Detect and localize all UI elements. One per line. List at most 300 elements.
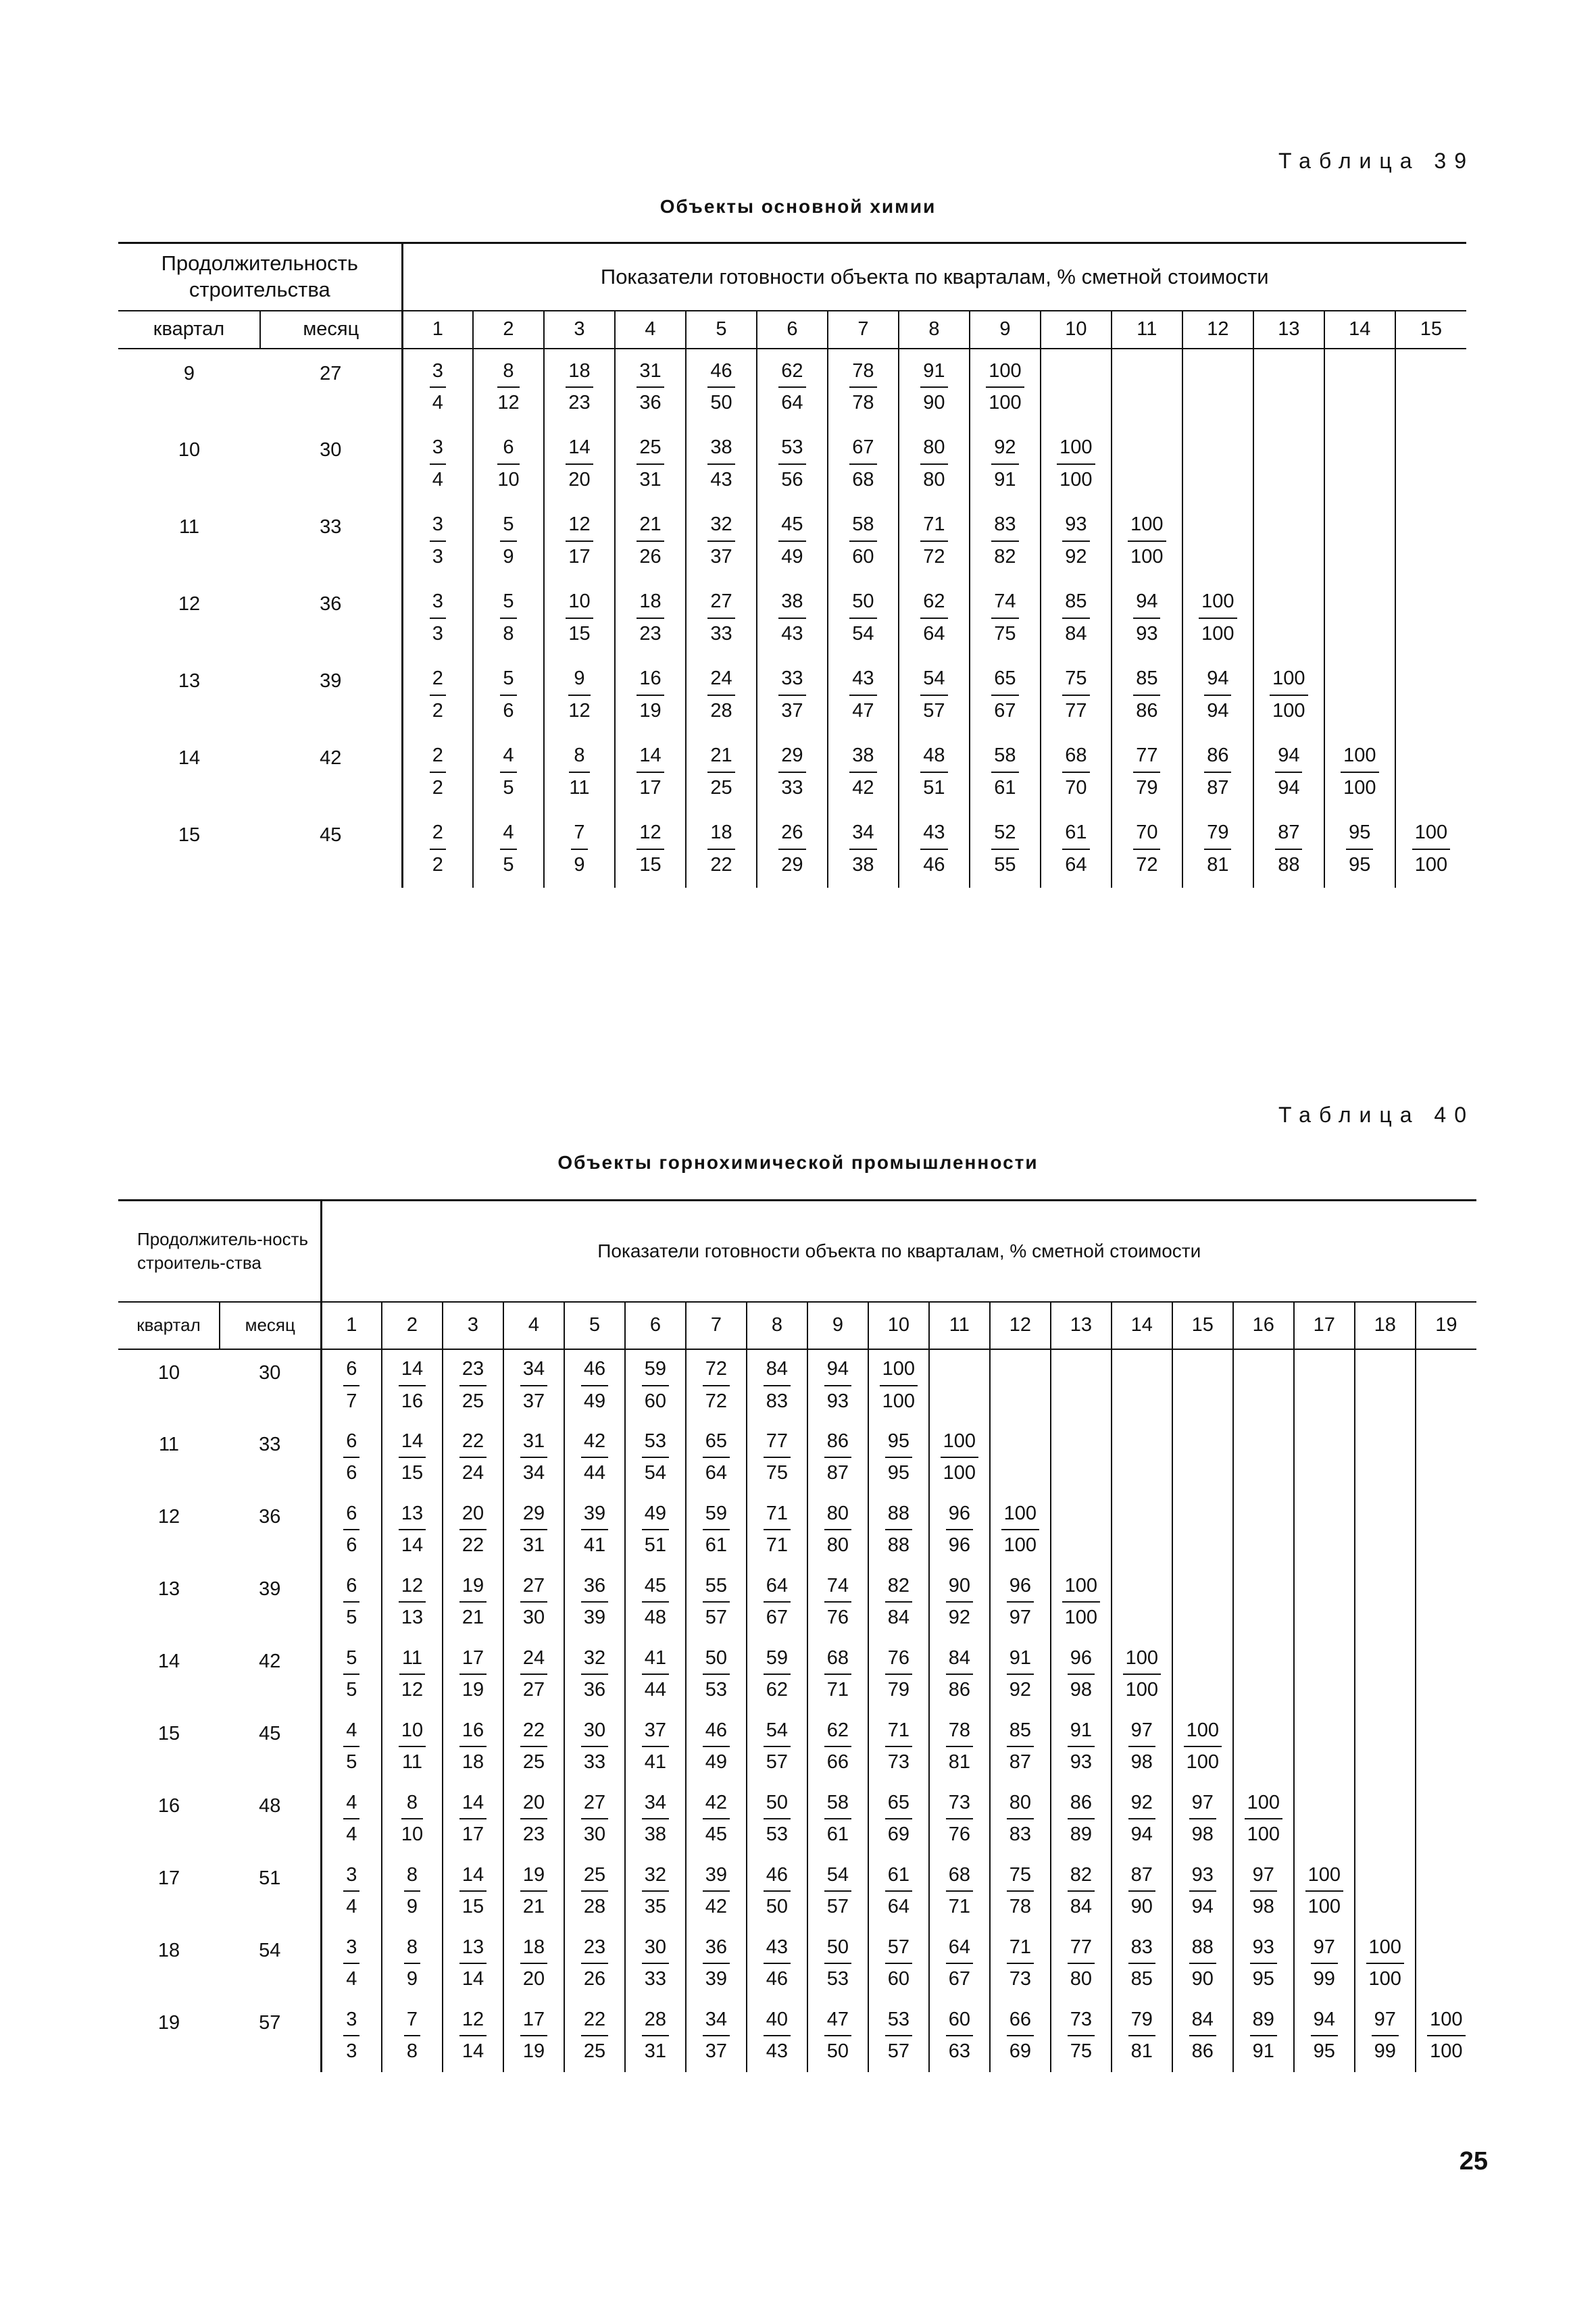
denominator: 49 bbox=[781, 545, 803, 568]
numerator: 86 bbox=[1068, 1792, 1095, 1819]
quarter-number-header: 9 bbox=[807, 1302, 868, 1349]
fraction bbox=[343, 1864, 359, 1919]
empty-cell bbox=[1172, 1494, 1233, 1566]
numerator: 94 bbox=[1204, 668, 1231, 695]
numerator: 12 bbox=[399, 1575, 426, 1603]
fraction bbox=[569, 745, 589, 799]
fraction bbox=[404, 2009, 420, 2063]
numerator: 95 bbox=[1346, 822, 1373, 849]
fraction bbox=[703, 1864, 730, 1919]
fraction bbox=[642, 1430, 669, 1485]
value-cell bbox=[382, 1855, 443, 1928]
value-cell bbox=[929, 1422, 990, 1494]
value-cell bbox=[970, 811, 1041, 888]
value-cell bbox=[1324, 734, 1395, 811]
value-cell bbox=[1112, 734, 1182, 811]
denominator: 87 bbox=[1207, 776, 1229, 799]
fraction bbox=[764, 1936, 791, 1991]
empty-cell bbox=[1182, 426, 1253, 503]
denominator: 86 bbox=[1191, 2040, 1214, 2062]
fraction bbox=[430, 590, 446, 645]
value-cell bbox=[443, 1855, 503, 1928]
numerator: 16 bbox=[637, 668, 664, 695]
value-cell bbox=[1416, 2000, 1476, 2072]
quarter-cell: 11 bbox=[178, 515, 200, 538]
fraction bbox=[1189, 1792, 1216, 1846]
fraction bbox=[941, 1430, 978, 1485]
denominator: 41 bbox=[583, 1534, 606, 1556]
empty-cell bbox=[1416, 1711, 1476, 1783]
denominator: 4 bbox=[432, 468, 443, 491]
value-cell bbox=[807, 1349, 868, 1422]
empty-cell bbox=[1233, 1422, 1294, 1494]
value-cell bbox=[990, 1711, 1051, 1783]
denominator: 17 bbox=[462, 1823, 484, 1845]
numerator: 75 bbox=[1007, 1864, 1034, 1892]
numerator: 77 bbox=[1133, 745, 1160, 772]
denominator: 43 bbox=[766, 2040, 789, 2062]
value-cell bbox=[503, 1566, 564, 1638]
empty-cell bbox=[1112, 1494, 1172, 1566]
fraction bbox=[1068, 1792, 1095, 1846]
value-cell bbox=[544, 349, 615, 426]
value-cell bbox=[1041, 811, 1112, 888]
table-row bbox=[118, 1855, 1476, 1928]
numerator: 8 bbox=[404, 1936, 420, 1964]
fraction bbox=[885, 2009, 912, 2063]
table-row bbox=[118, 1711, 1476, 1783]
fraction bbox=[343, 1430, 359, 1485]
fraction bbox=[343, 1575, 359, 1630]
denominator: 54 bbox=[644, 1462, 667, 1484]
numerator: 71 bbox=[885, 1719, 912, 1747]
value-cell bbox=[443, 1566, 503, 1638]
denominator: 20 bbox=[522, 1968, 545, 1990]
fraction bbox=[946, 1864, 973, 1919]
denominator: 43 bbox=[781, 622, 803, 645]
fraction bbox=[1128, 1792, 1155, 1846]
value-cell bbox=[382, 1928, 443, 2000]
table-row bbox=[118, 1349, 1476, 1422]
fraction bbox=[642, 1358, 669, 1413]
numerator: 28 bbox=[642, 2009, 669, 2036]
denominator: 15 bbox=[639, 853, 662, 876]
fraction bbox=[642, 1936, 669, 1991]
value-cell bbox=[625, 1494, 686, 1566]
denominator: 11 bbox=[401, 1751, 423, 1773]
value-cell bbox=[686, 426, 757, 503]
value-cell bbox=[1112, 1783, 1172, 1855]
empty-cell bbox=[1182, 349, 1253, 426]
value-cell bbox=[615, 426, 686, 503]
denominator: 81 bbox=[1130, 2040, 1153, 2062]
numerator: 3 bbox=[343, 1936, 359, 1964]
numerator: 46 bbox=[707, 360, 734, 388]
fraction bbox=[343, 1719, 359, 1774]
value-cell bbox=[757, 503, 828, 580]
numerator: 94 bbox=[1311, 2009, 1338, 2036]
fraction bbox=[343, 1503, 359, 1557]
fraction bbox=[520, 2009, 547, 2063]
numerator: 71 bbox=[920, 513, 947, 541]
fraction bbox=[885, 1719, 912, 1774]
value-cell bbox=[747, 1711, 807, 1783]
numerator: 36 bbox=[581, 1575, 608, 1603]
numerator: 91 bbox=[920, 360, 947, 388]
numerator: 21 bbox=[707, 745, 734, 772]
denominator: 73 bbox=[887, 1751, 909, 1773]
fraction bbox=[707, 668, 734, 722]
numerator: 6 bbox=[343, 1430, 359, 1458]
denominator: 47 bbox=[852, 699, 874, 722]
numerator: 13 bbox=[459, 1936, 487, 1964]
table-row bbox=[118, 1928, 1476, 2000]
value-cell bbox=[899, 580, 970, 657]
denominator: 99 bbox=[1374, 2040, 1396, 2062]
numerator: 64 bbox=[946, 1936, 973, 1964]
denominator: 79 bbox=[887, 1679, 909, 1701]
numerator: 14 bbox=[566, 436, 593, 464]
value-cell bbox=[382, 1566, 443, 1638]
fraction bbox=[920, 513, 947, 568]
fraction bbox=[1068, 1864, 1095, 1919]
numerator: 80 bbox=[824, 1503, 851, 1530]
fraction bbox=[430, 513, 446, 568]
numerator: 38 bbox=[778, 590, 805, 618]
fraction bbox=[1128, 1864, 1155, 1919]
value-cell bbox=[402, 657, 473, 734]
fraction bbox=[1199, 590, 1237, 645]
value-cell bbox=[1355, 1928, 1416, 2000]
numerator: 50 bbox=[703, 1647, 730, 1675]
value-cell bbox=[382, 2000, 443, 2072]
quarter-number-header: 3 bbox=[544, 311, 615, 349]
numerator: 59 bbox=[764, 1647, 791, 1675]
value-cell bbox=[473, 426, 544, 503]
value-cell bbox=[686, 1349, 747, 1422]
denominator: 49 bbox=[583, 1390, 606, 1412]
numerator: 53 bbox=[885, 2009, 912, 2036]
indicator-header: Показатели готовности объекта по кварталам, % сметной стоимости bbox=[402, 243, 1466, 311]
indicator-header: Показатели готовности объекта по кварталам, % сметной стоимости bbox=[321, 1201, 1476, 1302]
fraction bbox=[399, 1503, 426, 1557]
numerator: 84 bbox=[1189, 2009, 1216, 2036]
fraction bbox=[637, 513, 664, 568]
denominator: 4 bbox=[346, 1823, 357, 1845]
numerator: 86 bbox=[824, 1430, 851, 1458]
value-cell bbox=[321, 1422, 382, 1494]
numerator: 100 bbox=[1001, 1503, 1039, 1530]
denominator: 68 bbox=[852, 468, 874, 491]
numerator: 73 bbox=[946, 1792, 973, 1819]
table-row bbox=[118, 426, 1466, 503]
numerator: 80 bbox=[1007, 1792, 1034, 1819]
value-cell bbox=[1112, 580, 1182, 657]
fraction bbox=[703, 1575, 730, 1630]
fraction bbox=[920, 360, 947, 415]
denominator: 57 bbox=[826, 1896, 849, 1917]
denominator: 37 bbox=[781, 699, 803, 722]
numerator: 67 bbox=[849, 436, 876, 464]
denominator: 90 bbox=[1130, 1896, 1153, 1917]
denominator: 33 bbox=[583, 1751, 606, 1773]
denominator: 84 bbox=[1065, 622, 1087, 645]
denominator: 92 bbox=[1009, 1679, 1031, 1701]
value-cell bbox=[686, 1783, 747, 1855]
numerator: 93 bbox=[1189, 1864, 1216, 1892]
denominator: 8 bbox=[503, 622, 514, 645]
value-cell bbox=[747, 1422, 807, 1494]
value-cell bbox=[747, 1638, 807, 1711]
fraction bbox=[1128, 1719, 1155, 1774]
fraction bbox=[824, 1430, 851, 1485]
quarter-number-header: 14 bbox=[1324, 311, 1395, 349]
denominator: 48 bbox=[644, 1607, 667, 1628]
value-cell bbox=[1112, 1928, 1172, 2000]
fraction bbox=[703, 1719, 730, 1774]
empty-cell bbox=[1233, 1638, 1294, 1711]
denominator: 6 bbox=[503, 699, 514, 722]
denominator: 100 bbox=[1430, 2040, 1463, 2062]
value-cell bbox=[1253, 811, 1324, 888]
numerator: 3 bbox=[430, 436, 446, 464]
denominator: 23 bbox=[568, 392, 591, 413]
fraction bbox=[459, 1358, 487, 1413]
fraction bbox=[946, 1503, 973, 1557]
table40-label: Таблица 40 bbox=[1278, 1103, 1474, 1127]
fraction bbox=[637, 436, 664, 491]
numerator: 13 bbox=[399, 1503, 426, 1530]
fraction bbox=[1245, 1792, 1282, 1846]
value-cell bbox=[321, 1494, 382, 1566]
numerator: 8 bbox=[404, 1864, 420, 1892]
value-cell bbox=[757, 811, 828, 888]
numerator: 88 bbox=[1189, 1936, 1216, 1964]
value-cell bbox=[1051, 1783, 1112, 1855]
quarter-cell: 14 bbox=[178, 747, 201, 769]
value-cell bbox=[1112, 503, 1182, 580]
denominator: 46 bbox=[766, 1968, 789, 1990]
numerator: 5 bbox=[500, 590, 516, 618]
numerator: 10 bbox=[566, 590, 593, 618]
numerator: 94 bbox=[824, 1358, 851, 1386]
value-cell bbox=[1051, 1638, 1112, 1711]
denominator: 23 bbox=[639, 622, 662, 645]
denominator: 67 bbox=[766, 1607, 789, 1628]
denominator: 42 bbox=[705, 1896, 728, 1917]
denominator: 69 bbox=[1009, 2040, 1031, 2062]
fraction bbox=[343, 1792, 359, 1846]
value-cell bbox=[970, 580, 1041, 657]
fraction bbox=[946, 1719, 973, 1774]
fraction bbox=[520, 1430, 547, 1485]
value-cell bbox=[747, 2000, 807, 2072]
empty-cell bbox=[1355, 1855, 1416, 1928]
denominator: 57 bbox=[766, 1751, 789, 1773]
fraction bbox=[1311, 1936, 1338, 1991]
denominator: 38 bbox=[644, 1823, 667, 1845]
numerator: 4 bbox=[500, 822, 516, 849]
denominator: 86 bbox=[1136, 699, 1158, 722]
value-cell bbox=[747, 1349, 807, 1422]
value-cell bbox=[564, 1349, 625, 1422]
denominator: 24 bbox=[462, 1462, 484, 1484]
fraction bbox=[1068, 1936, 1095, 1991]
empty-cell bbox=[1233, 1494, 1294, 1566]
empty-cell bbox=[1233, 1711, 1294, 1783]
value-cell bbox=[443, 1783, 503, 1855]
table-row bbox=[118, 503, 1466, 580]
numerator: 93 bbox=[1250, 1936, 1277, 1964]
empty-cell bbox=[1355, 1783, 1416, 1855]
numerator: 79 bbox=[1128, 2009, 1155, 2036]
value-cell bbox=[899, 503, 970, 580]
value-cell bbox=[990, 1566, 1051, 1638]
month-cell: 33 bbox=[220, 1422, 321, 1494]
numerator: 84 bbox=[764, 1358, 791, 1386]
fraction bbox=[946, 1647, 973, 1702]
numerator: 52 bbox=[991, 822, 1018, 849]
quarter-number-header: 15 bbox=[1395, 311, 1466, 349]
fraction bbox=[991, 590, 1018, 645]
numerator: 34 bbox=[849, 822, 876, 849]
numerator: 100 bbox=[941, 1430, 978, 1458]
numerator: 6 bbox=[343, 1503, 359, 1530]
month-cell: 27 bbox=[260, 349, 402, 426]
numerator: 91 bbox=[1068, 1719, 1095, 1747]
fraction bbox=[399, 1358, 426, 1413]
fraction bbox=[824, 1792, 851, 1846]
value-cell bbox=[503, 1349, 564, 1422]
denominator: 57 bbox=[923, 699, 945, 722]
numerator: 14 bbox=[399, 1430, 426, 1458]
value-cell bbox=[625, 1928, 686, 2000]
value-cell bbox=[828, 811, 899, 888]
numerator: 78 bbox=[946, 1719, 973, 1747]
value-cell bbox=[1233, 1928, 1294, 2000]
numerator: 82 bbox=[1068, 1864, 1095, 1892]
fraction bbox=[566, 360, 593, 415]
denominator: 2 bbox=[432, 853, 443, 876]
value-cell bbox=[868, 1855, 929, 1928]
fraction bbox=[581, 1430, 608, 1485]
numerator: 33 bbox=[778, 668, 805, 695]
denominator: 27 bbox=[522, 1679, 545, 1701]
value-cell bbox=[807, 1855, 868, 1928]
empty-cell bbox=[1324, 349, 1395, 426]
numerator: 82 bbox=[885, 1575, 912, 1603]
numerator: 12 bbox=[637, 822, 664, 849]
value-cell bbox=[929, 1494, 990, 1566]
denominator: 19 bbox=[639, 699, 662, 722]
fraction bbox=[581, 1719, 608, 1774]
denominator: 14 bbox=[462, 1968, 484, 1990]
numerator: 46 bbox=[703, 1719, 730, 1747]
numerator: 65 bbox=[991, 668, 1018, 695]
value-cell bbox=[564, 1422, 625, 1494]
denominator: 17 bbox=[568, 545, 591, 568]
fraction bbox=[581, 1936, 608, 1991]
denominator: 54 bbox=[852, 622, 874, 645]
denominator: 38 bbox=[852, 853, 874, 876]
value-cell bbox=[443, 1422, 503, 1494]
month-cell: 30 bbox=[220, 1349, 321, 1422]
fraction bbox=[637, 822, 664, 876]
value-cell bbox=[564, 1928, 625, 2000]
fraction bbox=[764, 1430, 791, 1485]
value-cell bbox=[929, 1638, 990, 1711]
numerator: 29 bbox=[520, 1503, 547, 1530]
denominator: 94 bbox=[1207, 699, 1229, 722]
numerator: 58 bbox=[991, 745, 1018, 772]
quarter-number-header: 16 bbox=[1233, 1302, 1294, 1349]
denominator: 57 bbox=[887, 2040, 909, 2062]
value-cell bbox=[747, 1928, 807, 2000]
denominator: 45 bbox=[705, 1823, 728, 1845]
numerator: 21 bbox=[637, 513, 664, 541]
denominator: 93 bbox=[826, 1390, 849, 1412]
value-cell bbox=[807, 1711, 868, 1783]
value-cell bbox=[321, 2000, 382, 2072]
denominator: 25 bbox=[462, 1390, 484, 1412]
numerator: 24 bbox=[520, 1647, 547, 1675]
fraction bbox=[1128, 513, 1166, 568]
value-cell bbox=[970, 349, 1041, 426]
quarter-cell: 9 bbox=[183, 362, 195, 384]
empty-cell bbox=[1294, 1422, 1355, 1494]
month-cell: 42 bbox=[220, 1638, 321, 1711]
fraction bbox=[1184, 1719, 1222, 1774]
numerator: 100 bbox=[1341, 745, 1378, 772]
fraction bbox=[1062, 590, 1089, 645]
numerator: 85 bbox=[1133, 668, 1160, 695]
fraction bbox=[1007, 1719, 1034, 1774]
numerator: 6 bbox=[343, 1575, 359, 1603]
denominator: 75 bbox=[994, 622, 1016, 645]
fraction bbox=[849, 590, 876, 645]
numerator: 45 bbox=[778, 513, 805, 541]
fraction bbox=[1007, 2009, 1034, 2063]
fraction bbox=[1057, 436, 1095, 491]
denominator: 88 bbox=[887, 1534, 909, 1556]
fraction bbox=[703, 2009, 730, 2063]
fraction bbox=[1311, 2009, 1338, 2063]
value-cell bbox=[382, 1711, 443, 1783]
numerator: 38 bbox=[849, 745, 876, 772]
numerator: 5 bbox=[500, 668, 516, 695]
denominator: 20 bbox=[568, 468, 591, 491]
empty-cell bbox=[1395, 657, 1466, 734]
value-cell bbox=[503, 1711, 564, 1783]
numerator: 71 bbox=[764, 1503, 791, 1530]
denominator: 88 bbox=[1278, 853, 1300, 876]
fraction bbox=[946, 1575, 973, 1630]
numerator: 46 bbox=[764, 1864, 791, 1892]
value-cell bbox=[990, 2000, 1051, 2072]
quarter-number-header: 3 bbox=[443, 1302, 503, 1349]
fraction bbox=[500, 745, 516, 799]
quarter-number-header: 10 bbox=[1041, 311, 1112, 349]
value-cell bbox=[1395, 811, 1466, 888]
value-cell bbox=[1355, 2000, 1416, 2072]
empty-cell bbox=[1294, 1711, 1355, 1783]
month-cell: 57 bbox=[220, 2000, 321, 2072]
quarter-col-header: квартал bbox=[118, 311, 260, 349]
numerator: 6 bbox=[497, 436, 519, 464]
numerator: 46 bbox=[581, 1358, 608, 1386]
value-cell bbox=[321, 1928, 382, 2000]
numerator: 40 bbox=[764, 2009, 791, 2036]
